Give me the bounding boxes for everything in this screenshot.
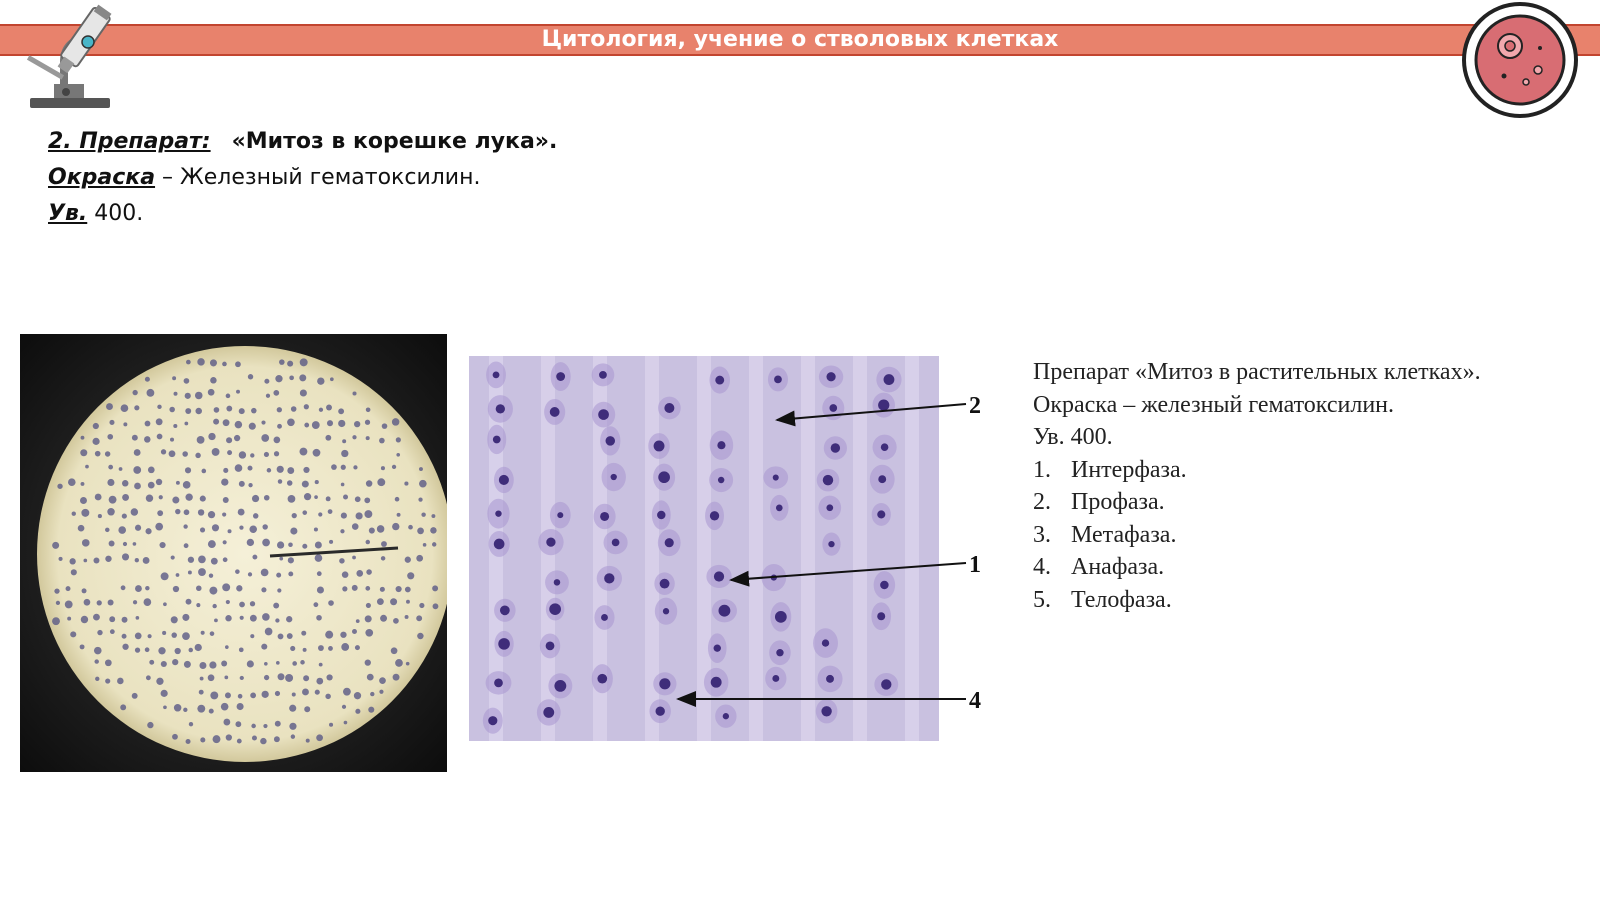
stain-label: Окраска bbox=[48, 165, 156, 190]
list-number: 5. bbox=[1033, 586, 1051, 613]
microscope-field-photo bbox=[20, 334, 447, 772]
cell-icon bbox=[1460, 0, 1580, 120]
list-item bbox=[1033, 584, 1481, 617]
phase-list bbox=[1033, 454, 1481, 617]
callout-4: 4 bbox=[969, 688, 981, 714]
magnification-value: 400. bbox=[94, 201, 144, 226]
slide-info bbox=[48, 124, 557, 232]
list-number: 1. bbox=[1033, 456, 1051, 483]
list-number: 2. bbox=[1033, 489, 1051, 515]
list-text: Телофаза. bbox=[1071, 586, 1172, 613]
slide-title: Цитология, учение о стволовых клетках bbox=[541, 27, 1059, 52]
figure-caption bbox=[1033, 356, 1481, 616]
list-item bbox=[1033, 454, 1481, 487]
title-bar bbox=[0, 24, 1600, 56]
list-item bbox=[1033, 486, 1481, 519]
list-text: Профаза. bbox=[1071, 489, 1165, 515]
stain-value: – Железный гематоксилин. bbox=[162, 165, 481, 190]
list-item bbox=[1033, 519, 1481, 552]
callout-2: 2 bbox=[969, 393, 981, 419]
list-text: Метафаза. bbox=[1071, 521, 1177, 548]
caption-preparation: Препарат «Митоз в растительных клетках». bbox=[1033, 359, 1481, 385]
list-text: Интерфаза. bbox=[1071, 456, 1187, 483]
list-number: 4. bbox=[1033, 554, 1051, 580]
stain-line bbox=[48, 160, 557, 196]
caption-stain: Окраска – железный гематоксилин. bbox=[1033, 391, 1395, 418]
magnification-label: Ув. bbox=[48, 201, 88, 226]
caption-magnification: Ув. 400. bbox=[1033, 424, 1113, 450]
callout-1: 1 bbox=[969, 552, 981, 578]
microscope-icon bbox=[24, 2, 116, 114]
list-number: 3. bbox=[1033, 521, 1051, 548]
callout-overlay bbox=[469, 356, 989, 741]
preparation-value: «Митоз в корешке лука». bbox=[231, 129, 558, 154]
list-item bbox=[1033, 551, 1481, 584]
list-text: Анафаза. bbox=[1071, 554, 1165, 580]
preparation-label: 2. Препарат: bbox=[48, 129, 211, 154]
magnification-line bbox=[48, 196, 557, 232]
preparation-line bbox=[48, 124, 557, 160]
